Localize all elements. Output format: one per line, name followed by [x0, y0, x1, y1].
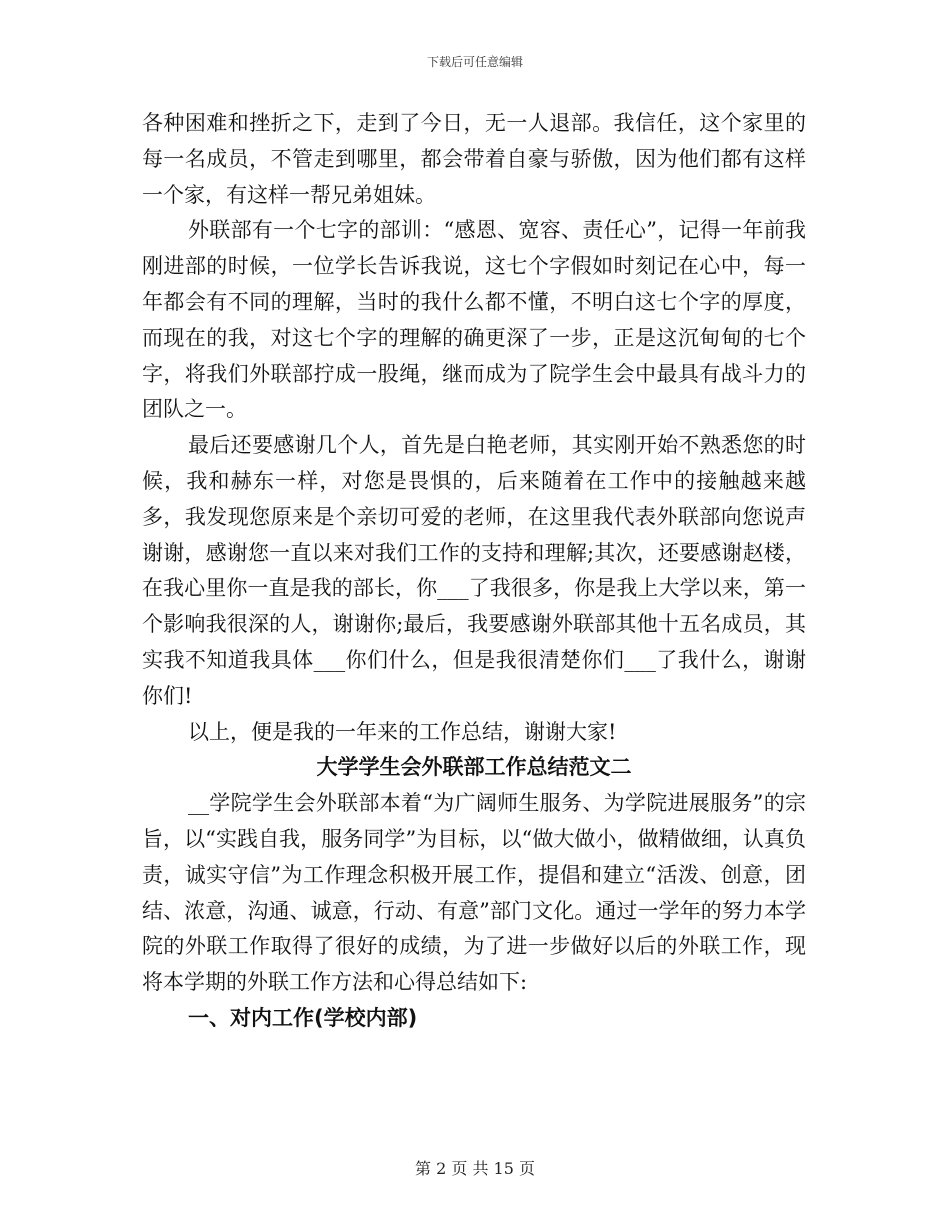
- section-title: 大学学生会外联部工作总结范文二: [316, 755, 632, 780]
- paragraph-section-intro: __学院学生会外联部本着“为广阔师生服务、为学院进展服务”的宗旨，以“实践自我，服务同学”为目标，以“做大做小，做精做细，认真负责，诚实守信”为工作理念积极开展工作，提倡和建立“活泼、创意，团结、浓意，沟通、诚意，行动、有意”部门文化。通过一学年的努力本学院的外联工作取得了很好的成绩，为了进一步做好以后的外联工作，现将本学期的外联工作方法和心得总结如下:: [142, 791, 806, 995]
- document-body: [142, 106, 806, 1037]
- paragraph-motto: 外联部有一个七字的部训：“感恩、宽容、责任心”，记得一年前我刚进部的时候，一位学长告诉我说，这七个字假如时刻记在心中，每一年都会有不同的理解，当时的我什么都不懂，不明白这七个字的厚度，而现在的我，对这七个字的理解的确更深了一步，正是这沉甸甸的七个字，将我们外联部拧成一股绳，继而成为了院学生会中最具有战斗力的团队之一。: [142, 218, 806, 422]
- paragraph-closing: 以上，便是我的一年来的工作总结，谢谢大家!: [188, 719, 617, 744]
- sub-heading: 一、对内工作(学校内部): [188, 1005, 418, 1030]
- paragraph-continuation: 各种困难和挫折之下，走到了今日，无一人退部。我信任，这个家里的每一名成员，不管走到哪里，都会带着自豪与骄傲，因为他们都有这样一个家，有这样一帮兄弟姐妹。: [142, 111, 806, 207]
- paragraph-thanks: 最后还要感谢几个人，首先是白艳老师，其实刚开始不熟悉您的时候，我和赫东一样，对您是畏惧的，后来随着在工作中的接触越来越多，我发现您原来是个亲切可爱的老师，在这里我代表外联部向您说声谢谢，感谢您一直以来对我们工作的支持和理解;其次，还要感谢赵楼，在我心里你一直是我的部长，你___了我很多，你是我上大学以来，第一个影响我很深的人，谢谢你;最后，我要感谢外联部其他十五名成员，其实我不知道我具体___你们什么，但是我很清楚你们___了我什么，谢谢你们!: [142, 433, 806, 708]
- page-number: 第 2 页 共 15 页: [415, 1159, 535, 1178]
- page-header-note: 下载后可任意编辑: [426, 55, 523, 69]
